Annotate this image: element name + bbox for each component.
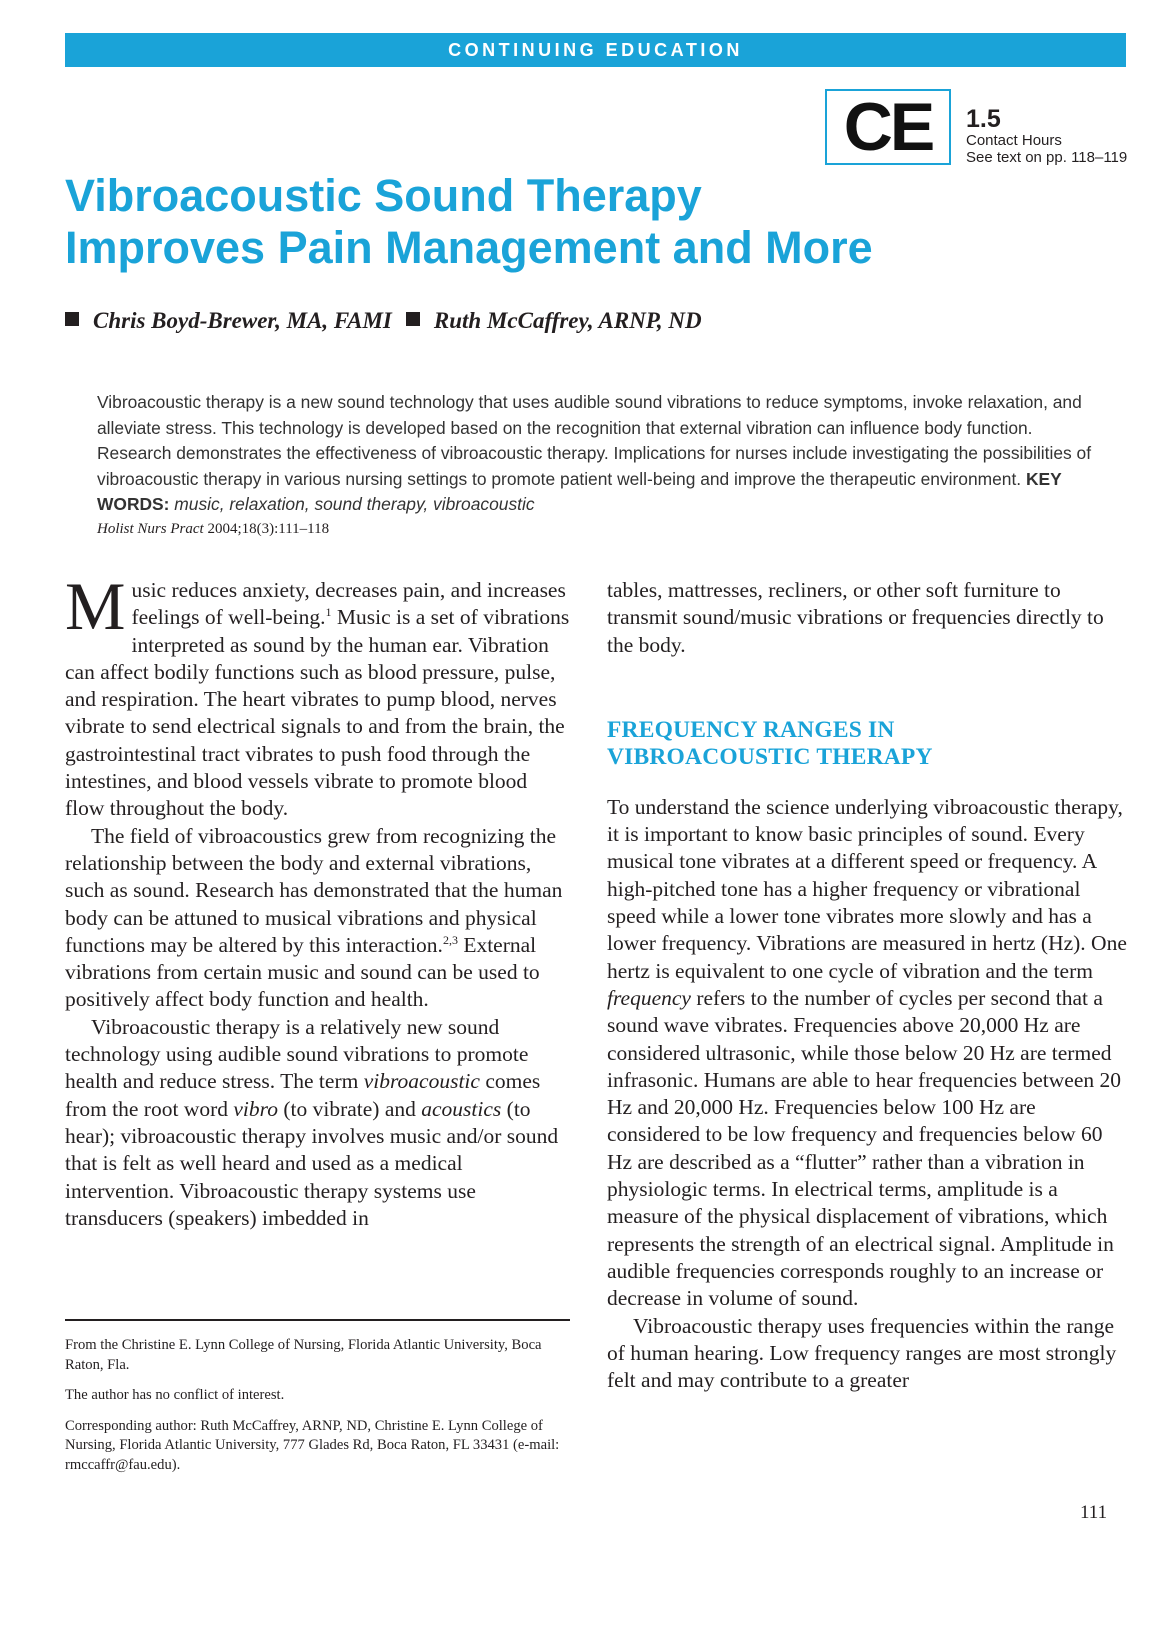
heading-line-1: FREQUENCY RANGES IN [607, 716, 895, 743]
author-1: Chris Boyd-Brewer, MA, FAMI [93, 308, 392, 333]
bullet-square-icon [65, 312, 79, 326]
text-run: usic reduces anxiety, decreases pain, and increases feelings of well-being. [131, 578, 566, 630]
paragraph [607, 794, 1127, 1313]
paragraph: tables, mattresses, recliners, or other soft furniture to transmit sound/music vibrations or frequencies directly to the body. [607, 578, 1104, 657]
footnotes [65, 1336, 570, 1486]
text-run: (to vibrate) and [283, 1096, 416, 1121]
section-heading [607, 717, 1127, 771]
author-list [65, 306, 702, 336]
text-run: Music is a set of vibrations interpreted as sound by the human ear. Vibration can affect bodily functions such as blood pressure, pulse, and respiration. The heart vibrates to pump blood, nerves vibrate to send electrical signals to and from the brain, the gastrointestinal tract vibrates to push food through the intestines, and blood vessels vibrate to promote blood flow throughout the body. [65, 605, 570, 821]
heading-line-2: VIBROACOUSTIC THERAPY [607, 743, 933, 770]
ce-contact-hours-value: 1.5 [966, 105, 1001, 133]
citation-journal: Holist Nurs Pract [97, 521, 204, 537]
text-run: External vibrations from certain music and sound can be used to positively affect body function and health. [65, 932, 540, 1012]
text-run: refers to the number of cycles per second that a sound wave vibrates. Frequencies above 20,000 Hz are considered ultrasonic, while those below 20 Hz are termed infrasonic. Humans are able to hear frequencies between 20 Hz and 20,000 Hz. Frequencies below 100 Hz are considered to be low frequency and frequencies below 60 Hz are described as a “flutter” rather than a vibration in physiologic terms. In electrical terms, amplitude is a measure of the physical displacement of vibrations, which represents the strength of an electrical signal. Amplitude in audible frequencies corresponds roughly to an increase or decrease in volume of sound. [607, 985, 1121, 1311]
italic-term: frequency [607, 985, 691, 1010]
ce-info [966, 106, 1127, 166]
bullet-square-icon [406, 312, 420, 326]
paragraph [65, 1014, 570, 1232]
left-column [65, 568, 570, 1232]
section-banner: CONTINUING EDUCATION [65, 33, 1126, 67]
italic-term: vibro [233, 1096, 278, 1121]
title-line-2: Improves Pain Management and More [65, 222, 873, 273]
title-line-1: Vibroacoustic Sound Therapy [65, 170, 702, 221]
footnote-affiliation: From the Christine E. Lynn College of Nursing, Florida Atlantic University, Boca Raton, Fla. [65, 1337, 542, 1373]
text-run: Vibroacoustic therapy is a relatively new sound technology using audible sound vibrations to promote health and reduce stress. The term [65, 1014, 529, 1094]
text-run: (to hear); vibroacoustic therapy involves music and/or sound that is felt as well heard and used as a medical intervention. Vibroacoustic therapy systems use transducers (speakers) imbedded in [65, 1096, 559, 1230]
text-run: To understand the science underlying vibroacoustic therapy, it is important to know basic principles of sound. Every musical tone vibrates at a different speed or frequency. A high-pitched tone has a higher frequency or vibrational speed while a lower tone vibrates more slowly and has a lower frequency. Vibrations are measured in hertz (Hz). One hertz is equivalent to one cycle of vibration and the term [607, 794, 1127, 983]
citation-superscript: 1 [325, 605, 332, 620]
text-run: The field of vibroacoustics grew from recognizing the relationship between the body and external vibrations, such as sound. Research has demonstrated that the human body can be attuned to musical vibrations and physical functions may be altered by this interaction. [65, 823, 563, 957]
ce-see-text: See text on pp. 118–119 [966, 149, 1128, 166]
italic-term: vibroacoustic [363, 1069, 480, 1094]
article-title [65, 170, 965, 274]
citation-ref: 2004;18(3):111–118 [207, 521, 330, 537]
keywords: music, relaxation, sound therapy, vibroacoustic [174, 494, 535, 514]
text-run: comes from the root word [65, 1069, 541, 1121]
page-number: 111 [1080, 1502, 1108, 1523]
citation [97, 521, 329, 538]
footnote-divider [65, 1319, 570, 1321]
author-2: Ruth McCaffrey, ARNP, ND [433, 308, 702, 333]
drop-cap: M [65, 568, 126, 644]
paragraph [65, 568, 570, 823]
citation-superscript: 2,3 [442, 932, 458, 947]
ce-badge: CE [825, 89, 951, 165]
abstract [97, 390, 1097, 518]
paragraph: Vibroacoustic therapy uses frequencies within the range of human hearing. Low frequency ranges are most strongly felt and may contribute to a greater [607, 1313, 1117, 1393]
italic-term: acoustics [421, 1096, 502, 1121]
ce-contact-hours-label: Contact Hours [966, 132, 1062, 149]
abstract-text: Vibroacoustic therapy is a new sound technology that uses audible sound vibrations to reduce symptoms, invoke relaxation, and alleviate stress. This technology is developed based on the recognition that external vibration can influence body function. Research demonstrates the effectiveness of vibroacoustic therapy. Implications for nurses include investigating the possibilities of vibroacoustic therapy in various nursing settings to promote patient well-being and improve the therapeutic environment. [97, 392, 1092, 489]
footnote-correspondence: Corresponding author: Ruth McCaffrey, ARNP, ND, Christine E. Lynn College of Nursing, Florida Atlantic University, 777 Glades Rd, Boca Raton, FL 33431 (e-mail: rmccaffr@fau.edu). [65, 1417, 560, 1473]
footnote-conflict: The author has no conflict of interest. [65, 1387, 285, 1403]
keywords-label: KEY WORDS: [97, 468, 1062, 514]
right-column [607, 577, 1127, 1394]
paragraph [65, 823, 570, 1014]
